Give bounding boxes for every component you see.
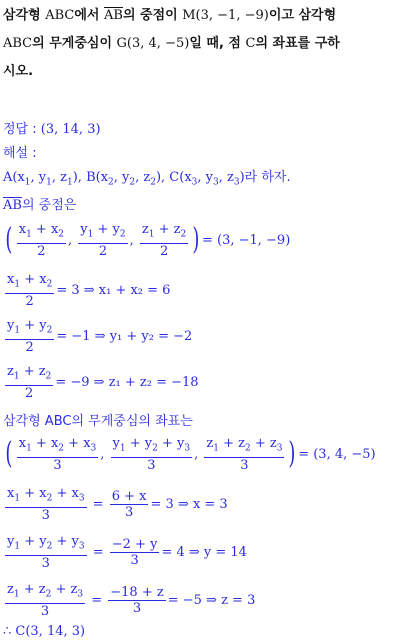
answer-value: (3, 14, 3) bbox=[40, 122, 101, 137]
z-solve-equation: $\frac{z_1 + z_2 + z_3}{3}$ = $\frac{-18 + z}{3}$ = −5 ⇒ z = 3 bbox=[7, 582, 256, 619]
x-solve-equation: $\frac{x_1 + x_2 + x_3}{3}$ = $\frac{6 + x}{3}$ = 3 ⇒ x = 3 bbox=[7, 486, 228, 523]
conclusion: ∴ C(3, 14, 3) bbox=[3, 624, 86, 639]
problem-line-3: 시오. bbox=[3, 64, 34, 79]
centroid-equation: ( $\frac{x_1 + x_2 + x_3}{3}$ , $\frac{y_1 + y_2 + y_3}{3}$ , $\frac{z_1 + z_2 + z_3}{3}$ ) = (3, 4, −5) bbox=[5, 436, 376, 473]
answer-label: 정답 : bbox=[3, 122, 37, 137]
midpoint-heading: $\overline{AB}$의 중점은 bbox=[3, 198, 77, 213]
problem-line-2: ABC의 무게중심이 G(3, 4, −5)일 때, 점 C의 좌표를 구하 bbox=[3, 36, 340, 51]
y-midpoint-equation: $\frac{y_1 + y_2}{2}$ = −1 ⇒ y₁ + y₂ = −2 bbox=[7, 318, 193, 355]
y-solve-equation: $\frac{y_1 + y_2 + y_3}{3}$ = $\frac{-2 + y}{3}$ = 4 ⇒ y = 14 bbox=[7, 534, 247, 571]
explanation-label: 해설 : bbox=[3, 146, 37, 161]
points-definition: $A(x_1$, $y_1$, $z_1$), $B(x_2$, $y_2$, $z_2$), $C(x_3$, $y_3$, $z_3$)라 하자. bbox=[3, 170, 291, 188]
x-midpoint-equation: $\frac{x_1 + x_2}{2}$ = 3 ⇒ x₁ + x₂ = 6 bbox=[7, 272, 171, 309]
problem-line-1: 삼각형 ABC에서 $\overline{AB}$의 중점이 M(3, −1, −9)이고 삼각형 bbox=[3, 8, 337, 23]
centroid-heading: 삼각형 ABC의 무게중심의 좌표는 bbox=[3, 414, 193, 429]
answer-line bbox=[3, 118, 101, 137]
z-midpoint-equation: $\frac{z_1 + z_2}{2}$ = −9 ⇒ z₁ + z₂ = −18 bbox=[7, 364, 199, 401]
midpoint-equation: ( $\frac{x_1 + x_2}{2}$ , $\frac{y_1 + y_2}{2}$ , $\frac{z_1 + z_2}{2}$ ) = (3, −1, −9) bbox=[5, 222, 291, 259]
